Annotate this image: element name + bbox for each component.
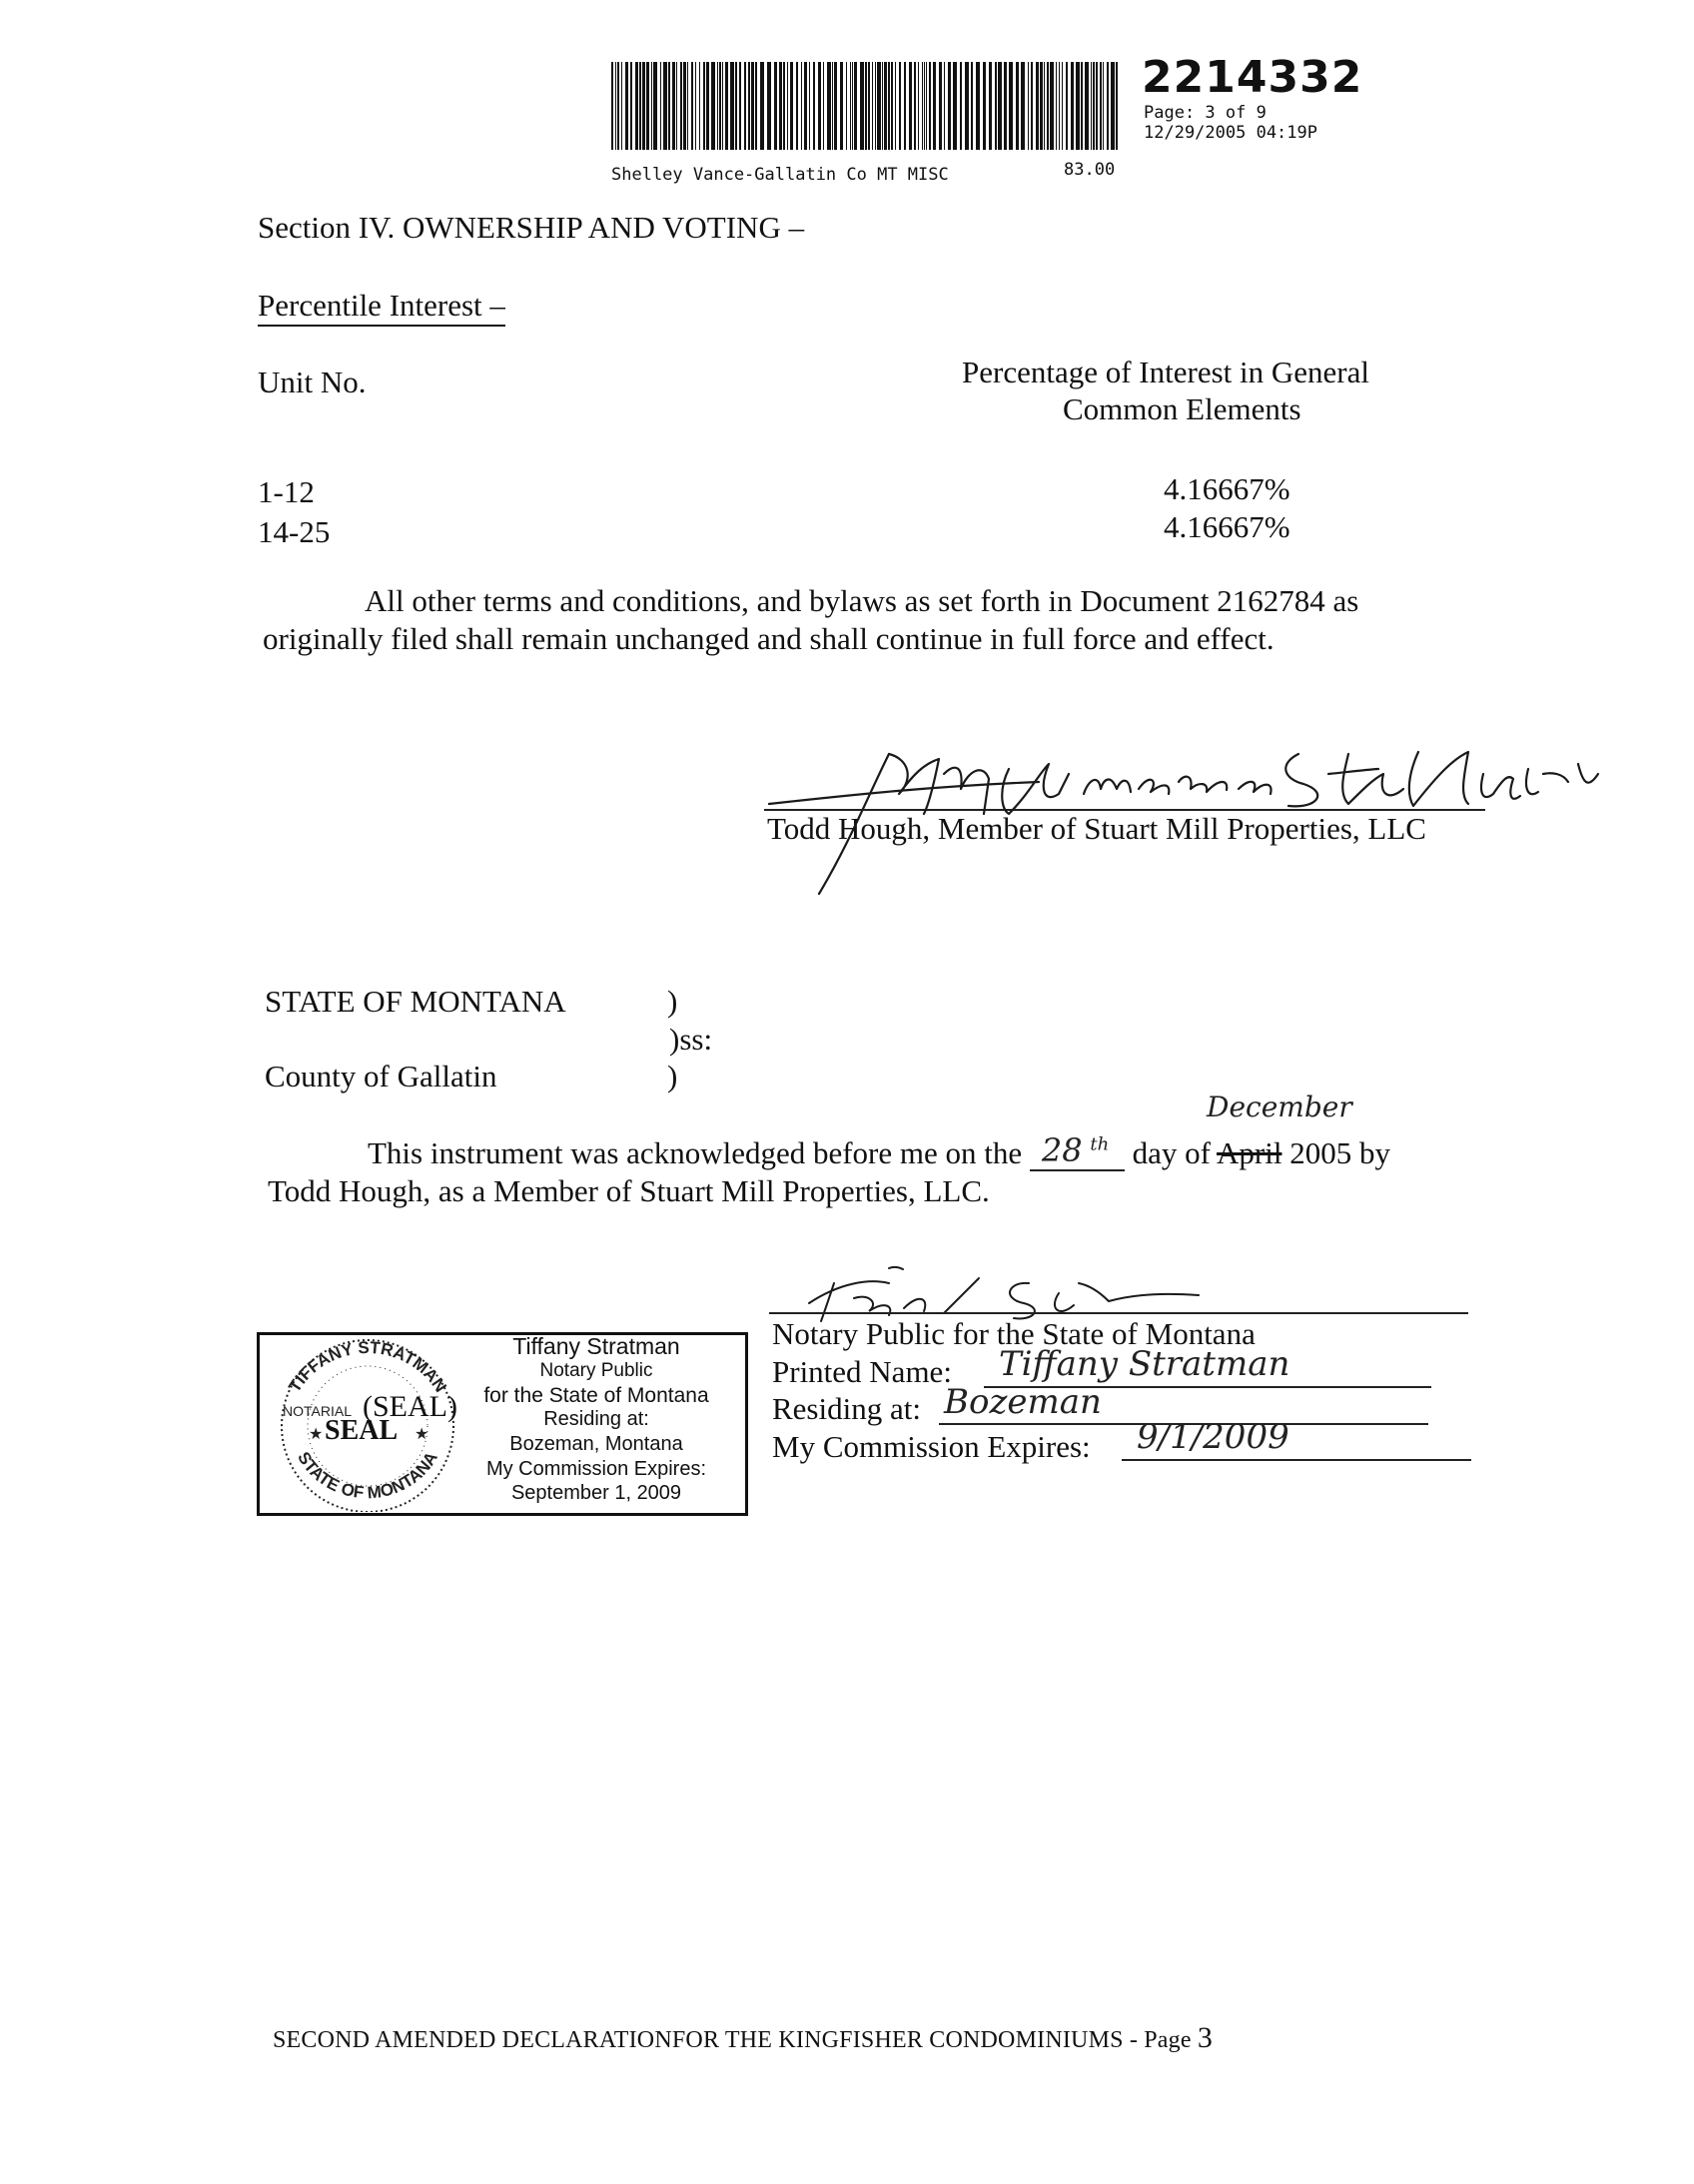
ack-text-mid: day of [1132,1135,1211,1170]
stamp-residing: Residing at: [543,1408,649,1430]
page-info: Page: 3 of 9 [1144,103,1267,123]
barcode-bar [875,62,876,150]
barcode-bar [1107,62,1109,150]
column-header-unit: Unit No. [258,364,367,399]
barcode-bar [1062,62,1063,150]
barcode-bar [625,62,628,150]
footer-page-number: 3 [1197,2021,1214,2054]
notary-signature-line [769,1312,1468,1314]
barcode-bar [834,62,837,150]
barcode-bar [639,62,641,150]
barcode-bar [813,62,815,150]
barcode-bar [717,62,718,150]
seal-ring-left: NOTARIAL [283,1403,352,1419]
barcode-bar [630,62,632,150]
barcode-bar [868,62,870,150]
svg-text:★: ★ [309,1426,324,1443]
barcode-bar [711,62,715,150]
barcode-bar [1044,62,1045,150]
barcode-bar [1071,62,1074,150]
barcode-bar [891,62,893,150]
terms-paragraph-line2: originally filed shall remain unchanged and shall continue in full force and effect. [263,621,1274,656]
commission-line [1122,1459,1471,1461]
recorder-line: Shelley Vance-Gallatin Co MT MISC [611,165,949,185]
barcode-bar [924,62,925,150]
barcode-bar [998,62,1002,150]
barcode-bar [882,62,883,150]
notary-seal [263,1336,472,1512]
barcode-bar [1016,62,1019,150]
commission-label: My Commission Expires: [772,1429,1091,1464]
barcode-bar [854,62,857,150]
barcode-bar [933,62,936,150]
barcode-bar [909,62,912,150]
barcode-bar [904,62,906,150]
barcode-bar [1076,62,1080,150]
section-title: Section IV. OWNERSHIP AND VOTING – [258,210,805,245]
barcode-bar [787,62,788,150]
barcode-bar [1047,62,1049,150]
barcode-bar [1021,62,1025,150]
barcode-bar [1004,62,1007,150]
barcode-bar [953,62,957,150]
barcode-bar [1066,62,1068,150]
seal-center-text: SEAL [325,1415,399,1446]
ack-day: 28 [1041,1131,1083,1169]
barcode-bar [744,62,746,150]
venue-state: STATE OF MONTANA [265,984,566,1019]
barcode-bar [1056,62,1057,150]
barcode-bar [860,62,864,150]
section-subheading: Percentile Interest – [258,288,505,327]
barcode-bar [872,62,873,150]
venue-ss: )ss: [669,1022,713,1057]
barcode-bar [832,62,833,150]
barcode-bar [739,62,741,150]
barcode-bar [865,62,867,150]
barcode-bar [783,62,785,150]
barcode-bar [1081,62,1083,150]
ack-day-suffix: th [1090,1133,1110,1155]
barcode-bar [850,62,851,150]
ack-text-pre: This instrument was acknowledged before me on the [368,1135,1023,1170]
venue-paren-close: ) [667,1059,678,1093]
barcode-bar [722,62,723,150]
svg-text:★: ★ [415,1426,429,1443]
barcode-bar [926,62,927,150]
barcode-bar [767,62,771,150]
column-header-percentage-line2: Common Elements [1063,391,1301,426]
residing-label: Residing at: [772,1391,921,1426]
barcode-bar [971,62,973,150]
barcode-bar [1031,62,1033,150]
barcode-bar [691,62,693,150]
terms-paragraph-line1: All other terms and conditions, and bylaws as set forth in Document 2162784 as [365,583,1359,618]
notary-title: Notary Public for the State of Montana [772,1316,1256,1351]
table-row-unit: 1-12 [258,474,315,509]
barcode-bar [989,62,992,150]
barcode-bar [676,62,677,150]
barcode-bar [965,62,969,150]
barcode-bar [918,62,919,150]
stamp-title: Notary Public [539,1360,653,1381]
seal-ring-bottom: STATE OF MONTANA [294,1448,441,1503]
barcode-bar [840,62,843,150]
ack-text-post: 2005 by [1289,1135,1390,1170]
barcode-bar [922,62,923,150]
barcode-bar [1040,62,1043,150]
seal-overprint: (SEAL) [363,1390,457,1423]
barcode-bar [774,62,777,150]
barcode-bar [735,62,737,150]
barcode-bar [914,62,916,150]
barcode-bar [983,62,986,150]
handwritten-signature [739,734,1618,904]
barcode-bar [1028,62,1029,150]
barcode-bar [818,62,821,150]
printed-name-value: Tiffany Stratman [999,1344,1290,1384]
barcode-bar [779,62,782,150]
barcode-bar [827,62,831,150]
barcode-bar [948,62,951,150]
barcode-bar [790,62,793,150]
barcode-bar [929,62,931,150]
venue-county: County of Gallatin [265,1059,497,1093]
stamp-expires-date: September 1, 2009 [510,1482,682,1504]
stamp-state: for the State of Montana [483,1384,709,1407]
barcode-bar [823,62,824,150]
page-footer [273,2021,1213,2055]
barcode-bar [796,62,798,150]
barcode [609,62,1123,150]
barcode-bar [888,62,890,150]
barcode-bar [1036,62,1039,150]
barcode-bar [748,62,750,150]
barcode-bar [725,62,728,150]
barcode-bar [877,62,881,150]
ack-month-written: December [1207,1091,1352,1123]
notary-signature [779,1263,1209,1323]
table-row-percentage: 4.16667% [1164,471,1290,506]
stamp-expires-label: My Commission Expires: [485,1458,707,1480]
barcode-bar [668,62,670,150]
barcode-bar [1009,62,1013,150]
barcode-bar [1100,62,1102,150]
barcode-bar [719,62,721,150]
barcode-bar [755,62,757,150]
barcode-bar [635,62,638,150]
barcode-bar [884,62,887,150]
barcode-bar [944,62,945,150]
barcode-bar [617,62,619,150]
barcode-bar [1085,62,1089,150]
acknowledgment-line1 [368,1091,1390,1173]
barcode-bar [1059,62,1060,150]
barcode-bar [663,62,667,150]
table-row-percentage: 4.16667% [1164,509,1290,544]
barcode-bar [995,62,997,150]
barcode-bar [960,62,962,150]
barcode-bar [1116,62,1118,150]
barcode-bar [706,62,709,150]
signer-printed-name: Todd Hough, Member of Stuart Mill Properties, LLC [767,811,1426,846]
record-datetime: 12/29/2005 04:19P [1144,123,1317,143]
footer-text: SECOND AMENDED DECLARATIONFOR THE KINGFISHER CONDOMINIUMS - Page [273,2027,1192,2053]
barcode-bar [1103,62,1104,150]
barcode-bar [939,62,942,150]
barcode-bar [621,62,622,150]
barcode-bar [695,62,696,150]
barcode-bar [611,62,613,150]
residing-value: Bozeman [944,1382,1102,1422]
document-number: 2214332 [1142,52,1363,103]
barcode-bar [809,62,810,150]
barcode-bar [660,62,661,150]
venue-paren-open: ) [667,984,678,1019]
barcode-bar [703,62,705,150]
barcode-bar [801,62,802,150]
barcode-bar [1091,62,1092,150]
barcode-bar [730,62,734,150]
barcode-bar [1111,62,1115,150]
barcode-bar [895,62,896,150]
barcode-bar [699,62,700,150]
barcode-bar [653,62,657,150]
barcode-bar [751,62,754,150]
barcode-bar [615,62,616,150]
recording-fee: 83.00 [1064,160,1116,180]
commission-value: 9/1/2009 [1137,1417,1289,1457]
seal-ring-top: TIFFANY STRATMAN [285,1337,450,1396]
svg-text:TIFFANY STRATMAN [285,1338,450,1396]
acknowledgment-line2: Todd Hough, as a Member of Stuart Mill Properties, LLC. [268,1173,990,1208]
barcode-bar [687,62,688,150]
printed-name-label: Printed Name: [772,1354,952,1389]
column-header-percentage: Percentage of Interest in General [962,355,1369,389]
barcode-bar [899,62,901,150]
barcode-bar [804,62,807,150]
stamp-name: Tiffany Stratman [512,1333,680,1359]
barcode-bar [651,62,652,150]
table-row-unit: 14-25 [258,514,331,549]
barcode-bar [1096,62,1098,150]
barcode-bar [976,62,980,150]
barcode-bar [672,62,675,150]
barcode-bar [642,62,645,150]
barcode-bar [680,62,682,150]
barcode-bar [1093,62,1095,150]
stamp-city: Bozeman, Montana [509,1433,683,1455]
barcode-bar [646,62,649,150]
barcode-bar [852,62,853,150]
barcode-bar [846,62,847,150]
ack-month-struck: April [1217,1135,1282,1170]
barcode-bar [683,62,686,150]
barcode-bar [1050,62,1054,150]
barcode-bar [760,62,764,150]
